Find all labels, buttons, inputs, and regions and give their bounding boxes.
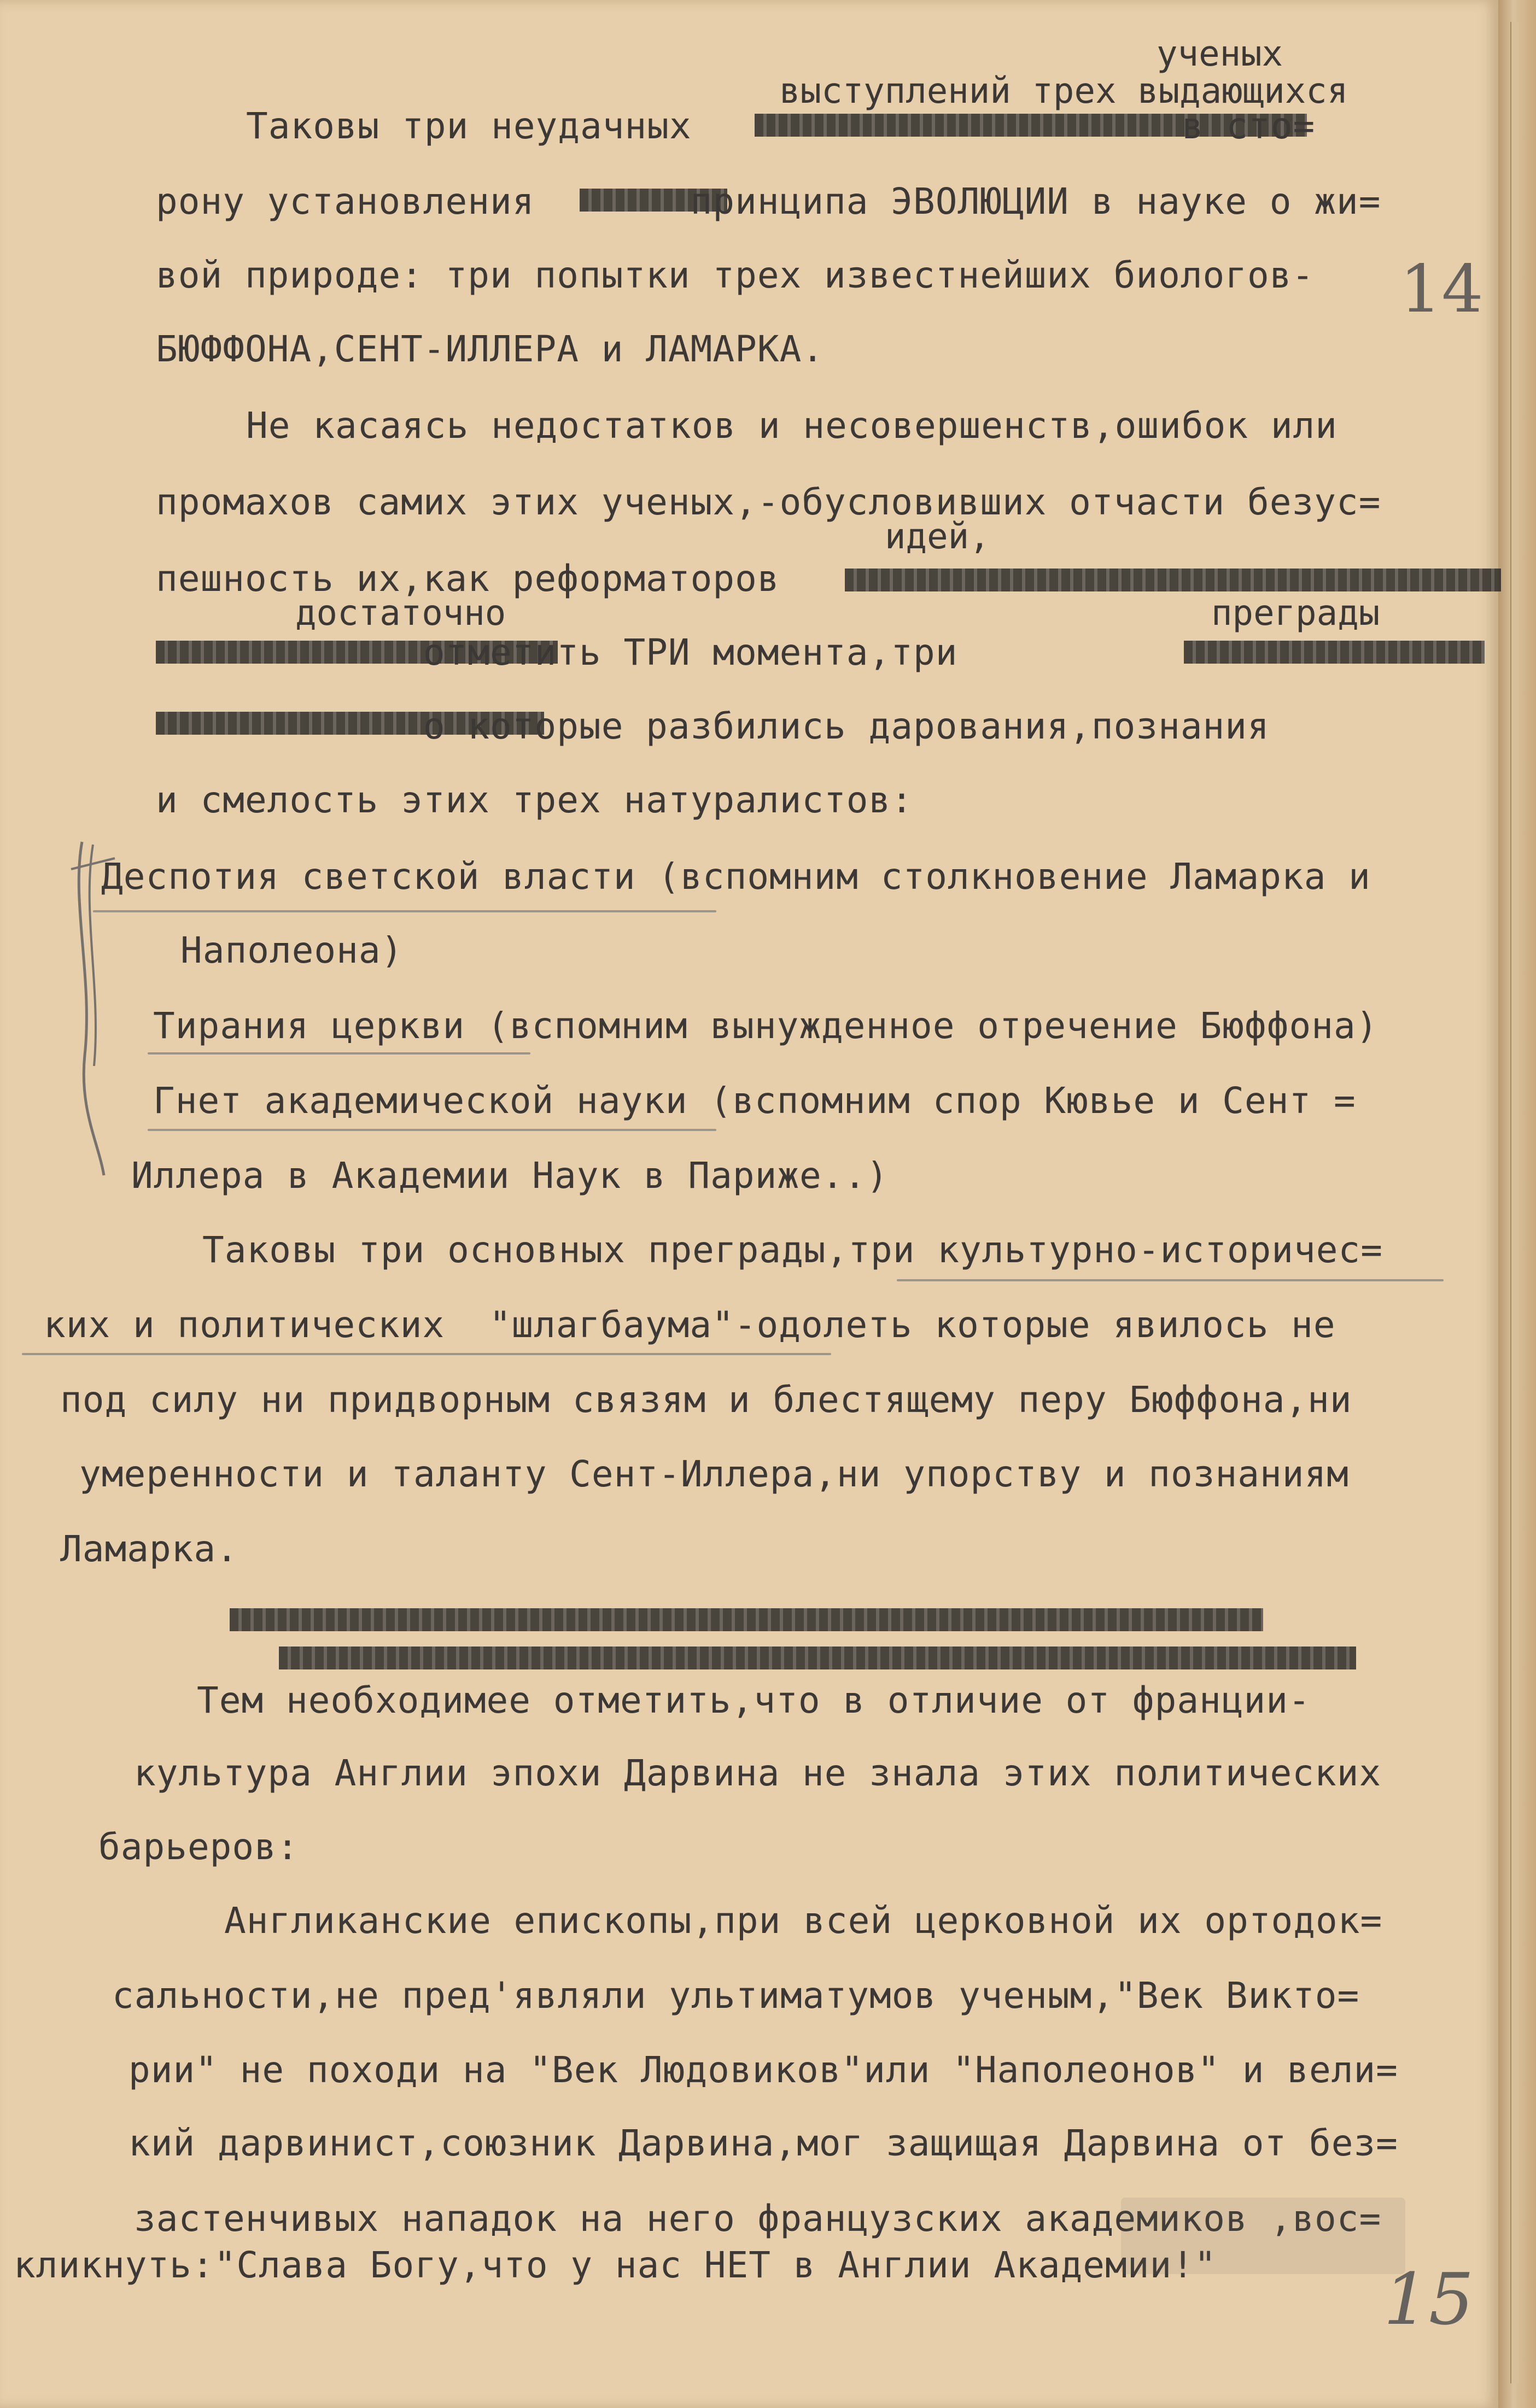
text-line: ких и политических "шлагбаума"-одолеть которые явилось не [44,1304,1336,1346]
page-edge-fold [1510,22,1519,2383]
text-line: о которые разбились дарования,познания [156,705,1270,747]
page-number-top: 14 [1400,251,1484,327]
text-line: отметить ТРИ момента,три [156,631,958,673]
text-line: барьеров: [98,1826,299,1868]
pencil-underline [897,1279,1444,1281]
text-line: БЮФФОНА,СЕНТ-ИЛЛЕРА и ЛАМАРКА. [156,328,825,370]
text-line: кий дарвинист,союзник Дарвина,мог защищая Дарвина от без= [129,2122,1398,2164]
pencil-margin-bracket [33,836,120,1186]
text-line: Не касаясь недостатков и несовершенств,ошибок или [246,405,1338,447]
pencil-underline [93,910,716,912]
text-line: и смелость этих трех натуралистов: [156,779,914,821]
text-line: застенчивых нападок на него французских академиков ,вос= [134,2198,1382,2240]
text-line: кликнуть:"Слава Богу,что у нас НЕТ в Англии Академии!" [14,2244,1217,2286]
strikeout [1184,641,1485,664]
text-line: Тирания церкви (вспомним вынужденное отречение Бюффона) [153,1005,1379,1047]
page-number-bottom: 15 [1383,2258,1474,2341]
insertion-barriers: преграды [1211,593,1380,634]
text-line: Иллера в Академии Наук в Париже..) [131,1155,889,1197]
pencil-underline [148,1052,530,1054]
text-line: пешность их,как реформаторов [156,558,780,600]
text-line: культура Англии эпохи Дарвина не знала этих политических [134,1752,1382,1794]
text-line: умеренности и таланту Сент-Иллера,ни упорству и познаниям [79,1453,1349,1495]
text-line: Таковы три основных преграды,три культурно-историчес= [202,1229,1383,1271]
strikeout [845,569,1501,591]
insertion-scholars: ученых [1157,34,1283,74]
text-line: рону установления принципа ЭВОЛЮЦИИ в науке о жи= [156,180,1381,222]
text-line: Наполеона) [180,929,404,971]
text-line: Англиканские епископы,при всей церковной их ортодок= [224,1900,1383,1942]
text-line: под силу ни придворным связям и блестящему перу Бюффона,ни [60,1379,1352,1421]
text-line: Ламарка. [60,1528,238,1570]
strikeout [279,1647,1356,1669]
text-line: промахов самих этих ученых,-обусловивших отчасти безус= [156,481,1381,523]
strikeout [230,1608,1263,1631]
stamp-mark [1121,2198,1405,2274]
pencil-underline [148,1129,716,1131]
text-line: Деспотия светской власти (вспомним столкновение Ламарка и [101,856,1371,898]
text-line: сальности,не пред'являли ультиматумов ученым,"Век Викто= [112,1975,1360,2017]
text-line: вой природе: три попытки трех известнейших биологов- [156,254,1315,296]
text-line: Тем необходимее отметить,что в отличие от франции- [197,1679,1311,1721]
text-line: Гнет академической науки (вспомним спор Кювье и Сент = [153,1080,1356,1122]
insertion-speeches: выступлений трех выдающихся [779,71,1348,112]
insertion-sufficient: достаточно [295,593,506,634]
text-line: Таковы три неудачных в сто= [246,105,1316,147]
pencil-underline [22,1353,831,1355]
insertion-ideas: идей, [885,517,990,557]
text-line: рии" не походи на "Век Людовиков"или "Наполеонов" и вели= [129,2049,1398,2091]
